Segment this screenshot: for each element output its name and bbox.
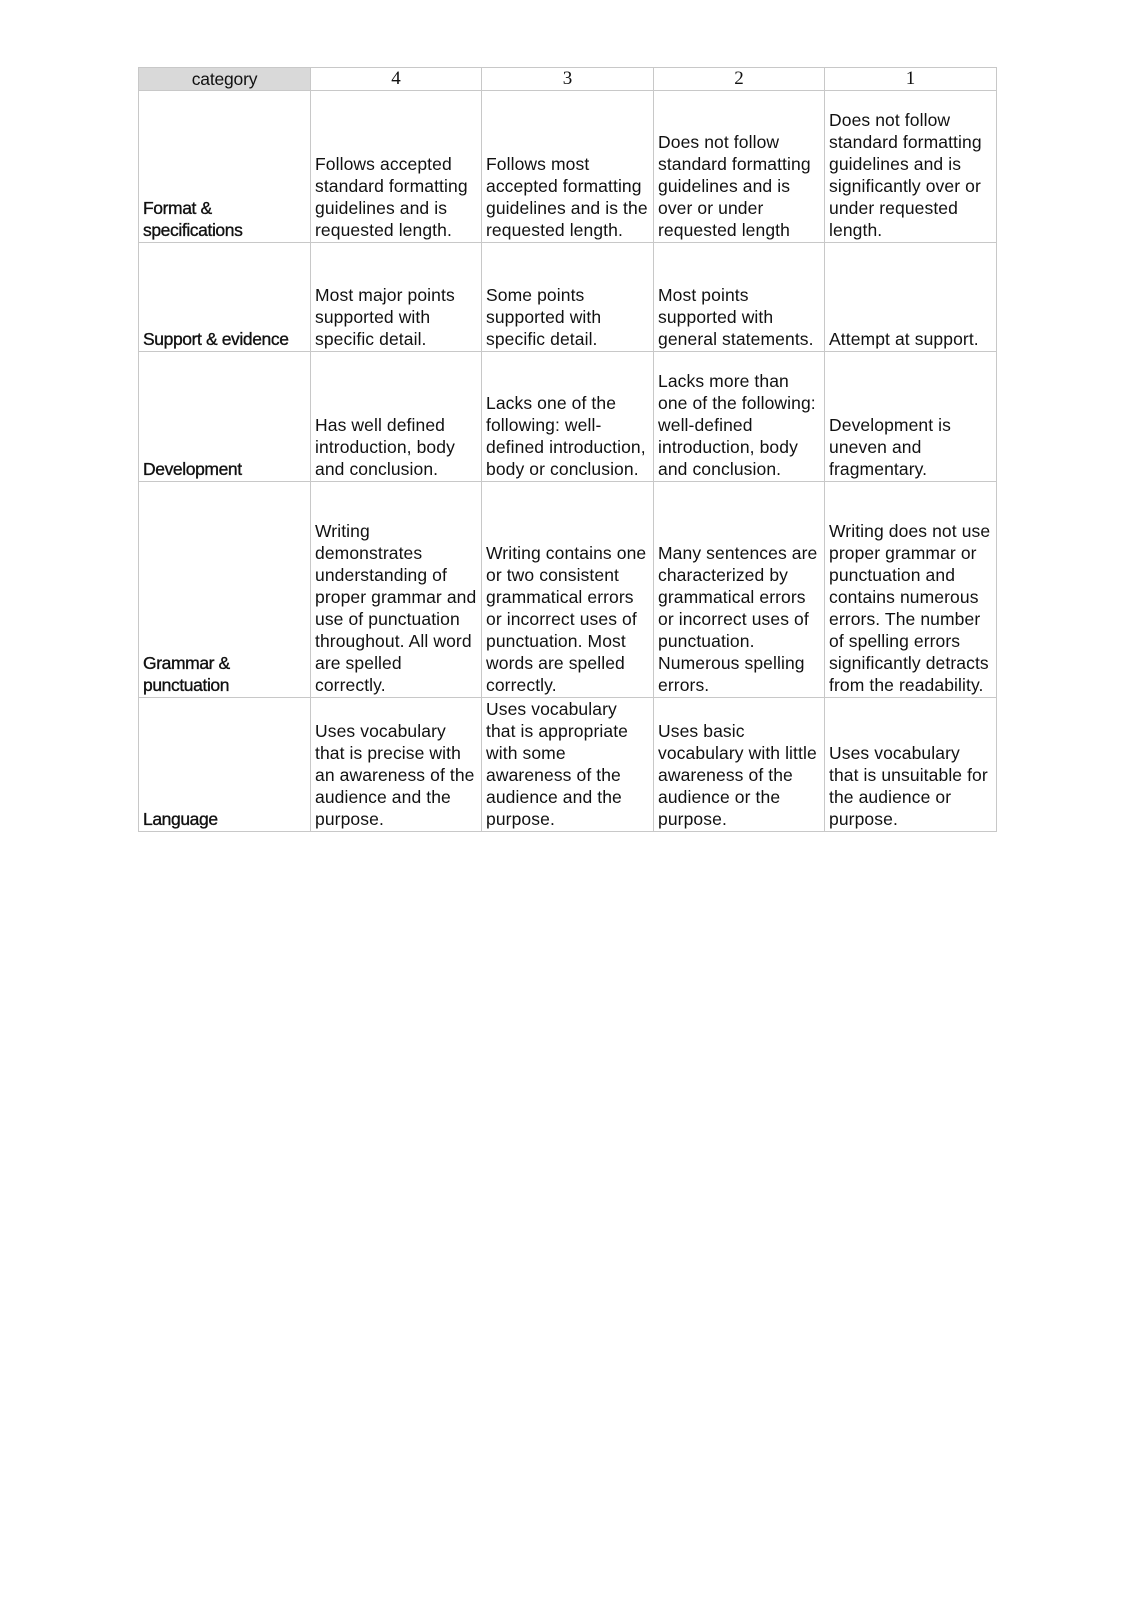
table-cell: Most major points supported with specific detail. [311, 243, 482, 352]
table-cell: Attempt at support. [825, 243, 997, 352]
category-label: Format & specifications [139, 91, 311, 243]
table-cell: Has well defined introduction, body and conclusion. [311, 352, 482, 482]
category-label: Grammar & punctuation [139, 482, 311, 698]
table-cell: Writing contains one or two consistent grammatical errors or incorrect uses of punctuation. Most words are spelled correctly. [482, 482, 654, 698]
table-cell: Development is uneven and fragmentary. [825, 352, 997, 482]
table-cell: Follows most accepted formatting guidelines and is the requested length. [482, 91, 654, 243]
table-cell: Uses vocabulary that is precise with an awareness of the audience and the purpose. [311, 698, 482, 832]
table-cell: Most points supported with general statements. [654, 243, 825, 352]
header-score-3: 3 [482, 68, 654, 91]
header-category: category [139, 68, 311, 91]
table-cell: Lacks one of the following: well-defined introduction, body or conclusion. [482, 352, 654, 482]
category-label: Language [139, 698, 311, 832]
rubric-table [138, 67, 997, 832]
table-cell: Uses basic vocabulary with little awareness of the audience or the purpose. [654, 698, 825, 832]
header-score-4: 4 [311, 68, 482, 91]
header-row [139, 68, 997, 91]
table-cell: Does not follow standard formatting guidelines and is significantly over or under requested length. [825, 91, 997, 243]
table-row [139, 91, 997, 243]
table-row [139, 482, 997, 698]
table-cell: Writing does not use proper grammar or punctuation and contains numerous errors. The number of spelling errors significantly detracts from the readability. [825, 482, 997, 698]
category-label: Support & evidence [139, 243, 311, 352]
table-row [139, 243, 997, 352]
table-cell: Does not follow standard formatting guidelines and is over or under requested length [654, 91, 825, 243]
header-score-2: 2 [654, 68, 825, 91]
table-row [139, 352, 997, 482]
category-label: Development [139, 352, 311, 482]
header-score-1: 1 [825, 68, 997, 91]
table-cell: Writing demonstrates understanding of proper grammar and use of punctuation throughout. All word are spelled correctly. [311, 482, 482, 698]
table-cell: Some points supported with specific detail. [482, 243, 654, 352]
table-cell: Lacks more than one of the following: well-defined introduction, body and conclusion. [654, 352, 825, 482]
table-cell: Follows accepted standard formatting guidelines and is requested length. [311, 91, 482, 243]
table-row [139, 698, 997, 832]
table-cell: Uses vocabulary that is appropriate with some awareness of the audience and the purpose. [482, 698, 654, 832]
table-cell: Many sentences are characterized by grammatical errors or incorrect uses of punctuation. Numerous spelling errors. [654, 482, 825, 698]
table-cell: Uses vocabulary that is unsuitable for the audience or purpose. [825, 698, 997, 832]
